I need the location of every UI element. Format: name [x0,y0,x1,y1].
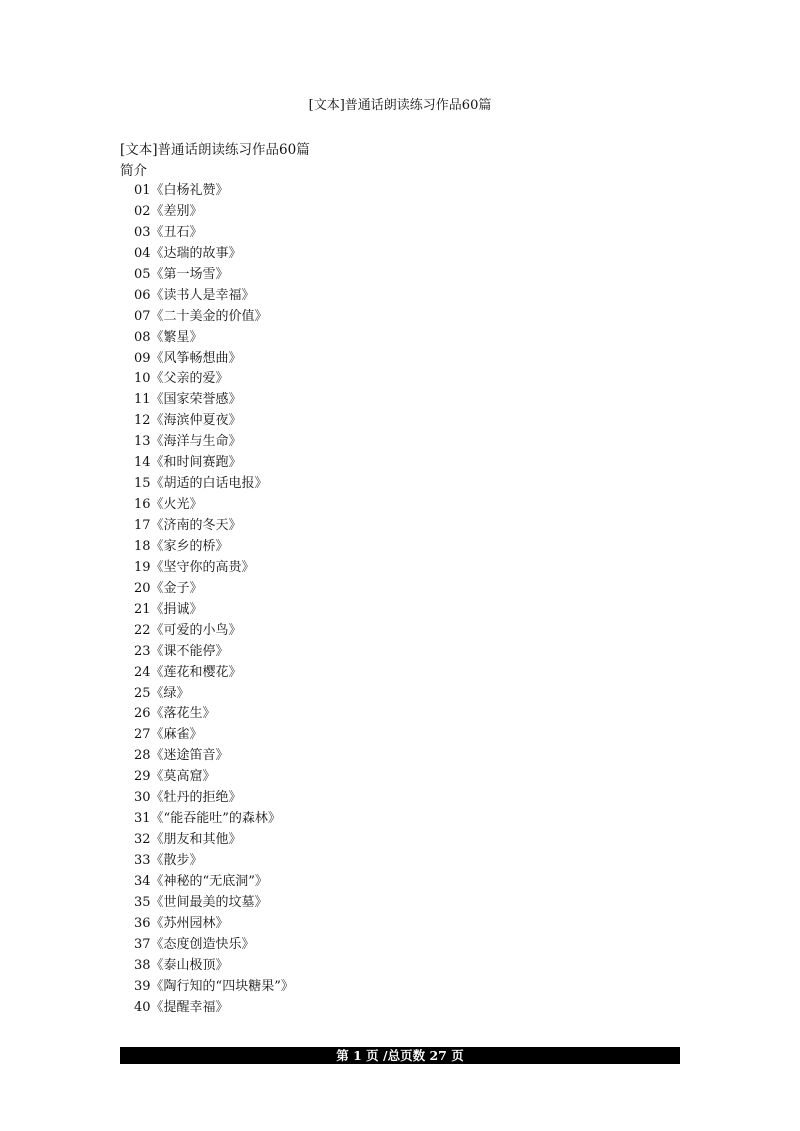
toc-item-number: 36 [134,915,151,931]
toc-item-number: 10 [134,371,151,387]
toc-item-title: 《泰山极顶》 [150,957,229,973]
toc-item-title: 《神秘的“无底洞”》 [150,873,268,889]
toc-item-title: 《国家荣誉感》 [150,392,242,408]
toc-item-title: 《海洋与生命》 [150,434,242,450]
toc-item-number: 35 [134,894,151,910]
toc-item-number: 05 [134,266,151,282]
toc-item-number: 03 [134,224,151,240]
toc-item [134,956,294,977]
toc-item-title: 《迷途笛音》 [150,748,229,764]
toc-item-number: 34 [134,873,151,889]
toc-item [134,914,294,935]
toc-item-number: 12 [134,413,151,429]
toc-item-title: 《“能吞能吐”的森林》 [150,811,281,827]
toc-item-number: 29 [134,769,151,785]
toc-item-title: 《牡丹的拒绝》 [150,790,242,806]
toc-item-title: 《济南的冬天》 [150,518,242,533]
toc-item [134,349,294,370]
toc-item-number: 32 [134,832,151,848]
toc-item [134,286,294,307]
page-header-title: [文本]普通话朗读练习作品60篇 [308,98,492,113]
toc-item [134,998,294,1019]
toc-item-title: 《提醒幸福》 [150,999,229,1015]
toc-item [134,432,294,453]
toc-item-number: 01 [134,183,151,198]
toc-item-number: 20 [134,580,151,596]
toc-item-number: 06 [134,287,151,303]
toc-item-title: 《读书人是幸福》 [150,287,255,303]
toc-item-title: 《捐诚》 [150,601,203,617]
toc-item-title: 《朋友和其他》 [150,832,242,848]
toc-item-title: 《金子》 [150,580,203,596]
toc-item-number: 11 [134,392,151,408]
toc-item-number: 33 [134,853,151,868]
toc-item [134,851,294,872]
toc-item [134,495,294,516]
toc-item-number: 23 [134,643,151,659]
toc-item-title: 《父亲的爱》 [150,371,229,387]
toc-item-number: 39 [134,978,151,994]
toc-item-title: 《可爱的小鸟》 [150,622,242,638]
page-footer [120,1047,680,1064]
toc-item-title: 《散步》 [150,853,203,868]
toc-item-title: 《坚守你的高贵》 [150,559,255,575]
toc-item-title: 《落花生》 [150,706,216,722]
toc-item-title: 《世间最美的坟墓》 [150,894,268,910]
toc-item [134,453,294,474]
toc-item [134,642,294,663]
toc-item [134,181,294,202]
toc-item-title: 《白杨礼赞》 [150,183,229,198]
toc-item [134,977,294,998]
toc-item [134,244,294,265]
intro-label: 简介 [120,163,147,179]
toc-item [134,872,294,893]
toc-item-title: 《丑石》 [150,224,203,240]
toc-item-title: 《莲花和樱花》 [150,664,242,680]
toc-item [134,369,294,390]
toc-item [134,893,294,914]
toc-item-number: 15 [134,476,151,492]
toc-item [134,809,294,830]
toc-item-title: 《态度创造快乐》 [150,936,255,952]
toc-item-title: 《课不能停》 [150,643,229,659]
toc-item-number: 28 [134,748,151,764]
toc-item-number: 40 [134,999,151,1015]
toc-item-number: 25 [134,685,151,701]
toc-item-number: 18 [134,538,151,554]
toc-item [134,621,294,642]
toc-item-title: 《二十美金的价值》 [150,308,268,324]
toc-item-number: 02 [134,203,151,219]
toc-item [134,684,294,705]
table-of-contents [134,181,294,1019]
toc-item-title: 《苏州园林》 [150,915,229,931]
toc-item-number: 16 [134,497,151,513]
toc-item-number: 17 [134,518,151,533]
toc-item-number: 38 [134,957,151,973]
toc-item [134,202,294,223]
toc-item-number: 26 [134,706,151,722]
toc-item-number: 08 [134,329,151,345]
toc-item-number: 09 [134,350,151,366]
toc-item-title: 《家乡的桥》 [150,538,229,554]
toc-item [134,411,294,432]
toc-item [134,788,294,809]
toc-item [134,537,294,558]
toc-item-title: 《火光》 [150,497,203,513]
toc-item-number: 04 [134,245,151,261]
toc-item-number: 13 [134,434,151,450]
toc-item [134,307,294,328]
toc-item-number: 19 [134,559,151,575]
toc-item [134,704,294,725]
document-title: [文本]普通话朗读练习作品60篇 [120,142,310,158]
toc-item-title: 《陶行知的“四块糖果”》 [150,978,294,994]
toc-item [134,390,294,411]
toc-item-number: 27 [134,727,151,743]
toc-item-title: 《风筝畅想曲》 [150,350,242,366]
toc-item [134,746,294,767]
toc-item [134,474,294,495]
toc-item-number: 14 [134,455,151,471]
toc-item-title: 《海滨仲夏夜》 [150,413,242,429]
toc-item-title: 《达瑞的故事》 [150,245,242,261]
toc-item [134,935,294,956]
toc-item-title: 《繁星》 [150,329,203,345]
toc-item-number: 22 [134,622,151,638]
toc-item [134,830,294,851]
toc-item [134,223,294,244]
toc-item [134,516,294,537]
toc-item-number: 30 [134,790,151,806]
toc-item-number: 07 [134,308,151,324]
toc-item-number: 21 [134,601,151,617]
toc-item-title: 《和时间赛跑》 [150,455,242,471]
toc-item-title: 《麻雀》 [150,727,203,743]
toc-item [134,725,294,746]
toc-item [134,767,294,788]
toc-item [134,558,294,579]
toc-item-title: 《莫高窟》 [150,769,216,785]
toc-item [134,600,294,621]
toc-item [134,663,294,684]
toc-item-number: 37 [134,936,151,952]
toc-item-title: 《第一场雪》 [150,266,229,282]
toc-item-title: 《胡适的白话电报》 [150,476,268,492]
toc-item-number: 24 [134,664,151,680]
toc-item [134,328,294,349]
page-number-text: 第 1 页 /总页数 27 页 [336,1048,464,1063]
toc-item-number: 31 [134,811,151,827]
toc-item-title: 《差别》 [150,203,203,219]
toc-item-title: 《绿》 [150,685,190,701]
toc-item [134,265,294,286]
toc-item [134,579,294,600]
